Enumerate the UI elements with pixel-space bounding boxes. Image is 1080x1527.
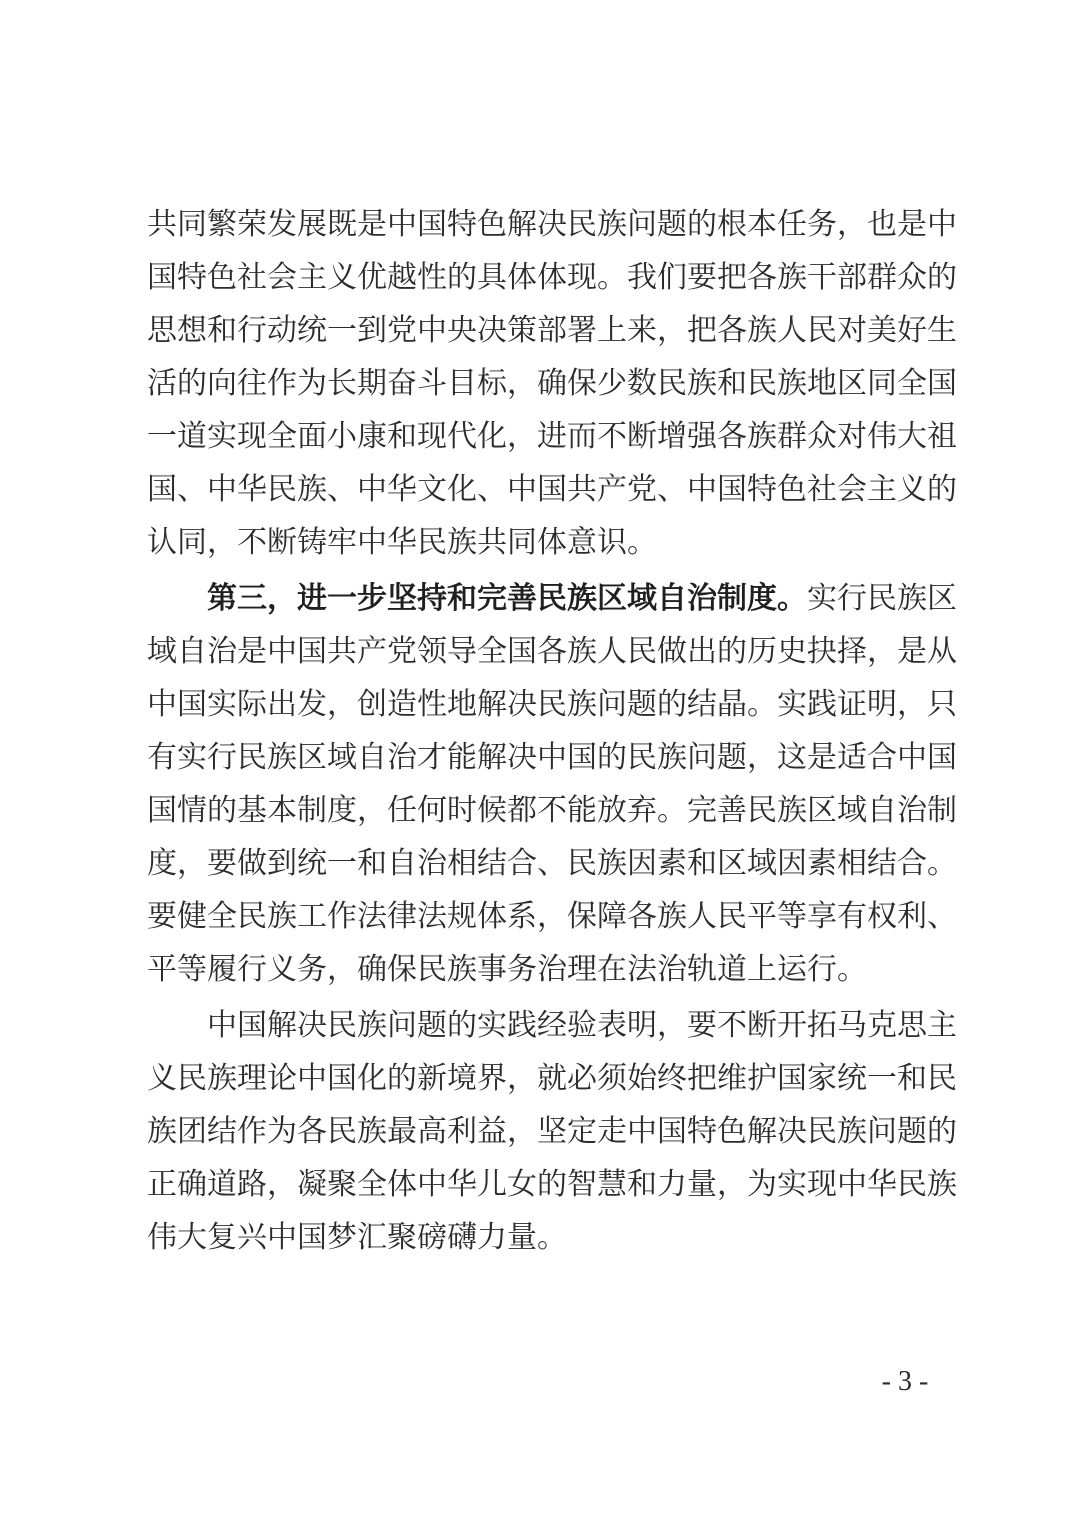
text-line: 认同，不断铸牢中华民族共同体意识。 (147, 525, 657, 560)
text-line: 国情的基本制度，任何时候都不能放弃。完善民族区域自治制 (147, 793, 957, 828)
text-fragment: 实行民族区 (807, 581, 957, 616)
section-heading-line (147, 572, 957, 625)
text-line: 共同繁荣发展既是中国特色解决民族问题的根本任务，也是中 (147, 207, 957, 242)
text-line: 域自治是中国共产党领导全国各族人民做出的历史抉择，是从 (147, 634, 957, 669)
text-line: 国、中华民族、中华文化、中国共产党、中国特色社会主义的 (147, 472, 957, 507)
text-line: 国特色社会主义优越性的具体体现。我们要把各族干部群众的 (147, 260, 957, 295)
text-line: 一道实现全面小康和现代化，进而不断增强各族群众对伟大祖 (147, 419, 957, 454)
text-line: 族团结作为各民族最高利益，坚定走中国特色解决民族问题的 (147, 1114, 957, 1149)
text-line: 中国解决民族问题的实践经验表明，要不断开拓马克思主 (207, 1008, 957, 1043)
section-heading: 第三，进一步坚持和完善民族区域自治制度。 (207, 581, 807, 616)
text-line: 义民族理论中国化的新境界，就必须始终把维护国家统一和民 (147, 1061, 957, 1096)
text-line: 平等履行义务，确保民族事务治理在法治轨道上运行。 (147, 952, 867, 987)
text-line: 中国实际出发，创造性地解决民族问题的结晶。实践证明，只 (147, 687, 957, 722)
body-text (147, 198, 957, 1264)
text-line: 度，要做到统一和自治相结合、民族因素和区域因素相结合。 (147, 846, 957, 881)
text-line: 思想和行动统一到党中央决策部署上来，把各族人民对美好生 (147, 313, 957, 348)
text-line: 活的向往作为长期奋斗目标，确保少数民族和民族地区同全国 (147, 366, 957, 401)
page-number: - 3 - (881, 1366, 929, 1397)
text-line: 正确道路，凝聚全体中华儿女的智慧和力量，为实现中华民族 (147, 1167, 957, 1202)
text-line: 要健全民族工作法律法规体系，保障各族人民平等享有权利、 (147, 899, 957, 934)
text-line: 有实行民族区域自治才能解决中国的民族问题，这是适合中国 (147, 740, 957, 775)
text-line: 伟大复兴中国梦汇聚磅礴力量。 (147, 1220, 567, 1255)
